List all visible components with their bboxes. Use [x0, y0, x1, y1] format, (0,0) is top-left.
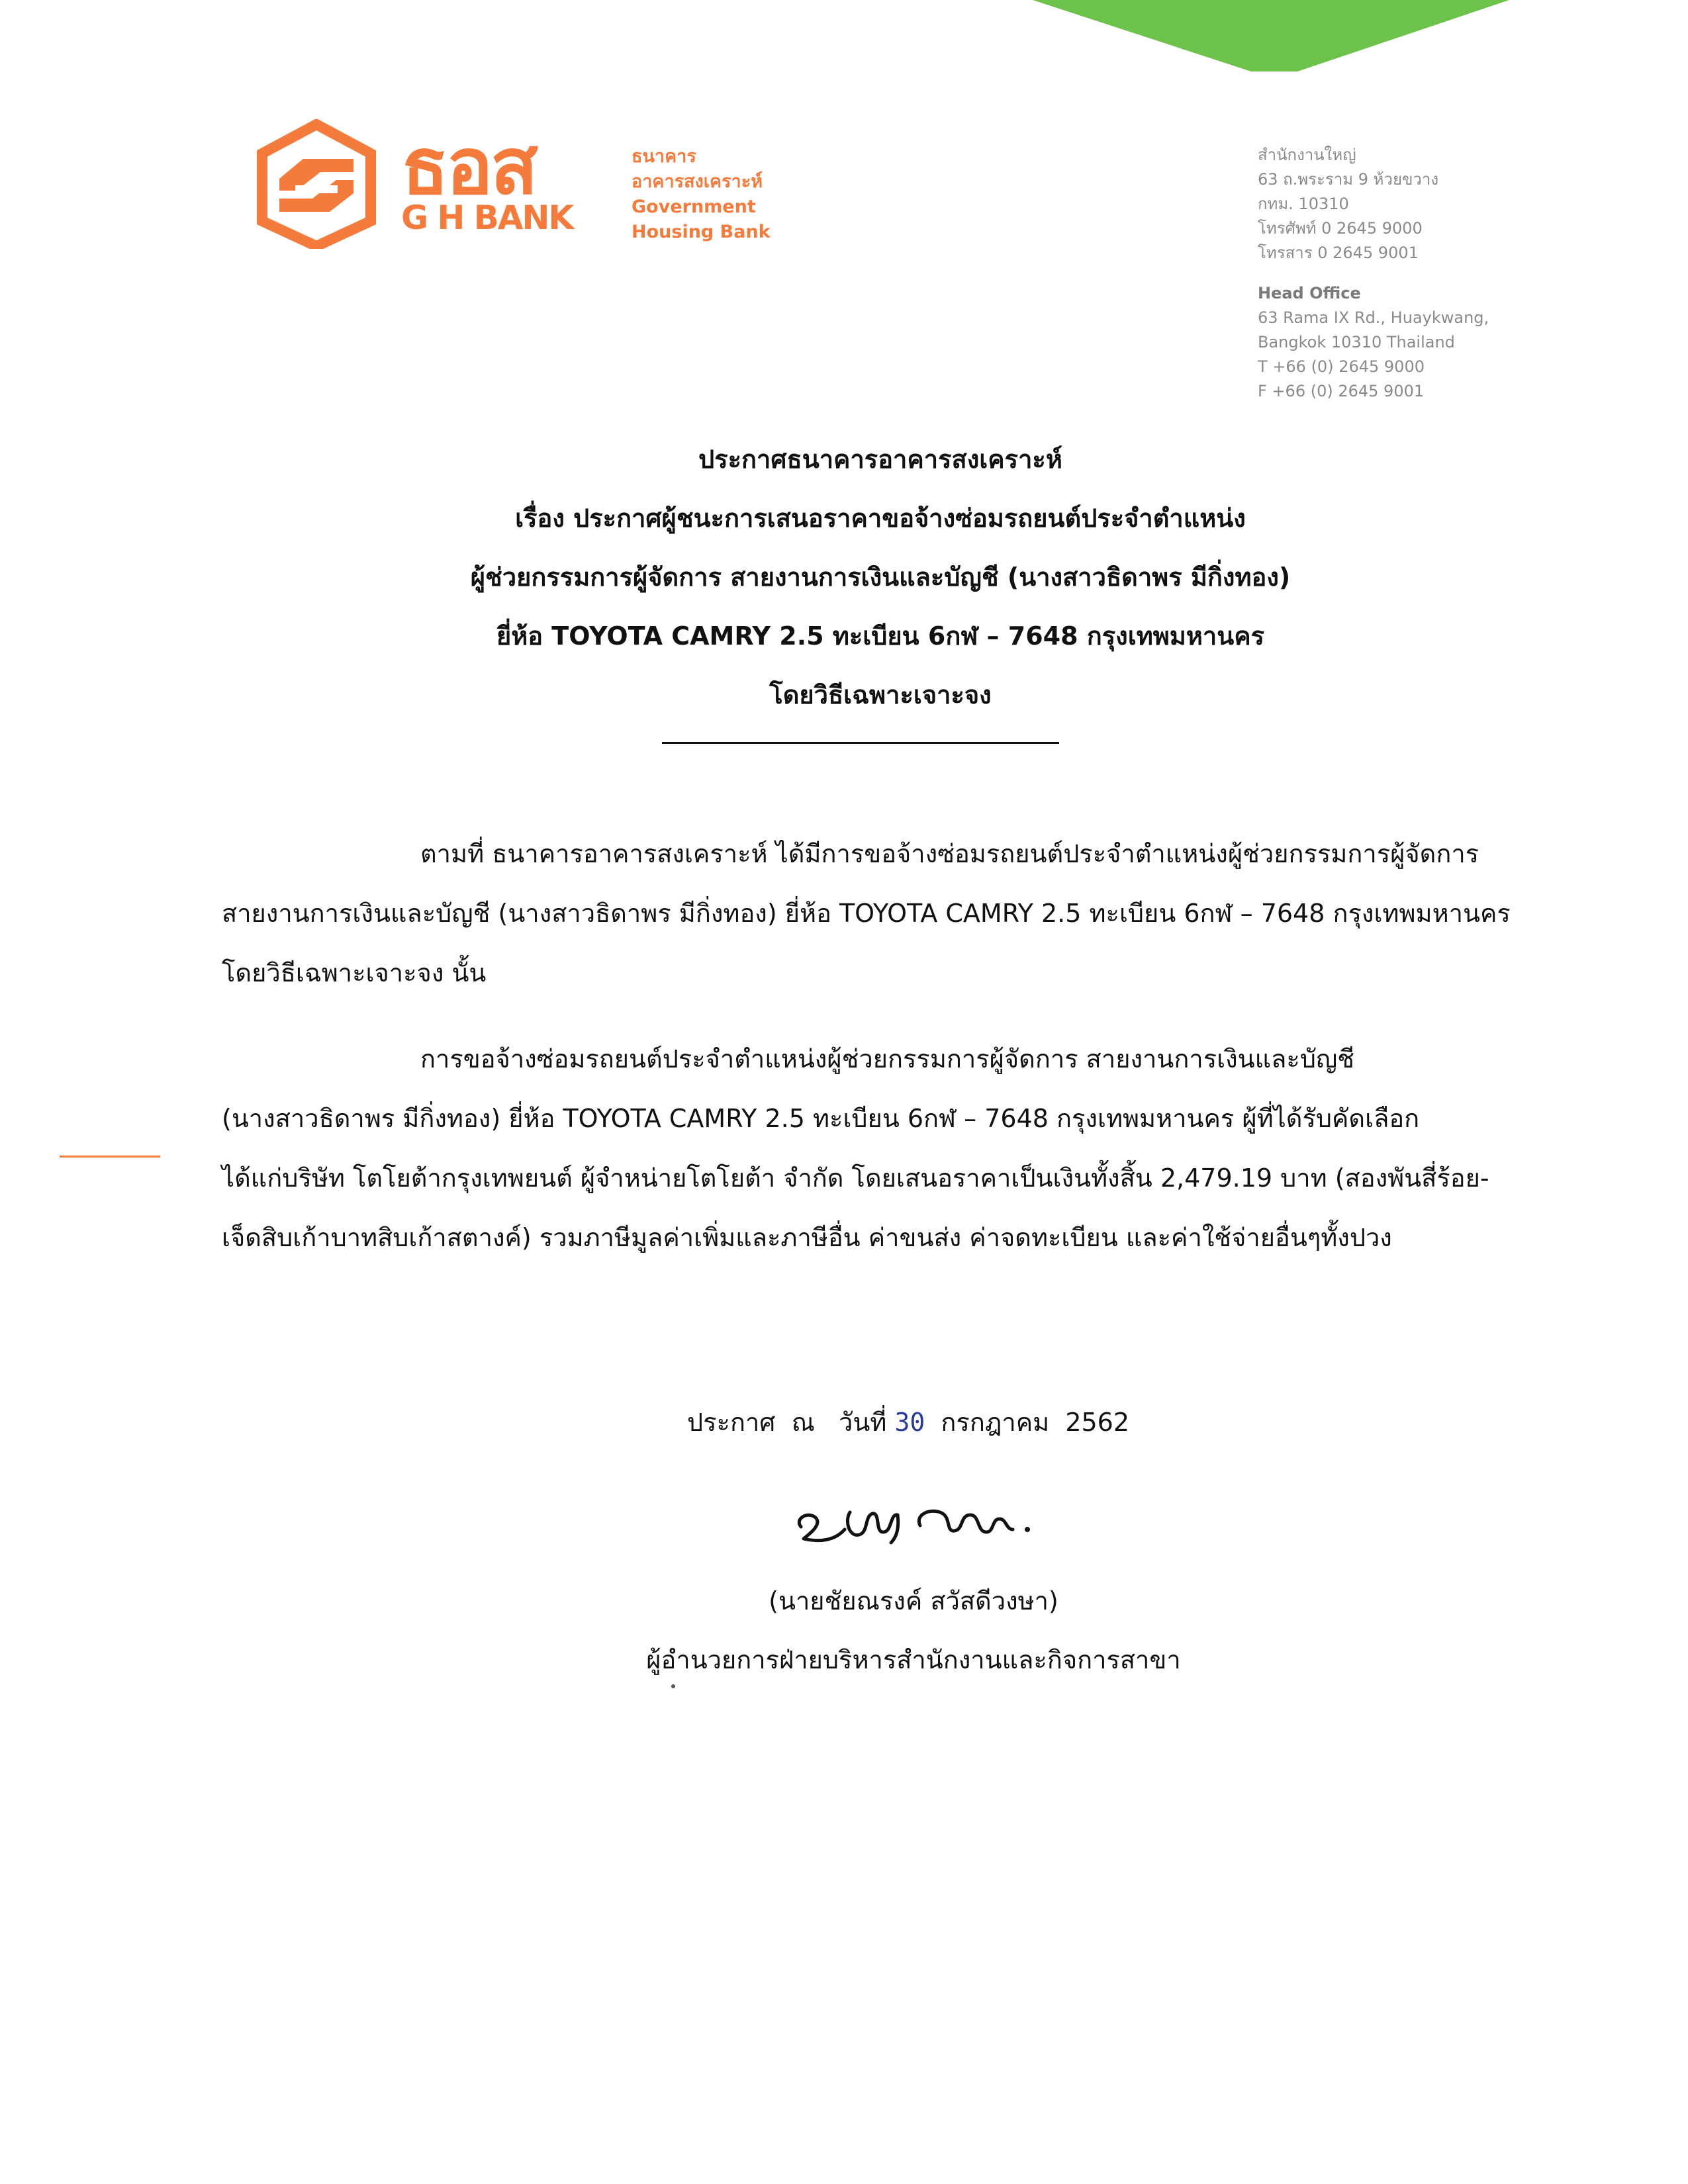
bank-name-line: Housing Bank: [632, 222, 771, 242]
title-underline: [662, 742, 1059, 744]
title-line: เรื่อง ประกาศผู้ชนะการเสนอราคาขอจ้างซ่อมรถยนต์ประจำตำแหน่ง: [515, 504, 1246, 533]
address-line: โทรศัพท์ 0 2645 9000: [1258, 219, 1423, 238]
logo-thai-text: ธอส: [401, 120, 536, 212]
address-line: F +66 (0) 2645 9001: [1258, 382, 1425, 400]
paragraph-line: เจ็ดสิบเก้าบาทสิบเก้าสตางค์) รวมภาษีมูลค่าเพิ่มและภาษีอื่น ค่าขนส่ง ค่าจดทะเบียน และค่าใช้จ่ายอื่นๆทั้งปวง: [222, 1223, 1392, 1252]
signer-name: (นายชัยณรงค์ สวัสดีวงษา): [769, 1586, 1058, 1615]
address-spacer: [1258, 265, 1489, 281]
logo-latin-text: G H BANK: [401, 199, 573, 237]
title-line: ผู้ช่วยกรรมการผู้จัดการ สายงานการเงินและบัญชี (นางสาวธิดาพร มีกิ่งทอง): [470, 563, 1291, 592]
bank-name-line: อาคารสงเคราะห์: [632, 171, 763, 192]
scan-speck: [671, 1684, 675, 1688]
paragraph-line: ได้แก่บริษัท โตโยต้ากรุงเทพยนต์ ผู้จำหน่ายโตโยต้า จำกัด โดยเสนอราคาเป็นเงินทั้งสิ้น 2,479.19 บาท (สองพันสี่ร้อย-: [222, 1163, 1489, 1193]
title-line: โดยวิธีเฉพาะเจาะจง: [769, 680, 992, 709]
top-green-band: [1033, 0, 1509, 71]
title-line: ยี่ห้อ TOYOTA CAMRY 2.5 ทะเบียน 6กฬ – 7648 กรุงเทพมหานคร: [496, 621, 1265, 651]
paragraph-2: [222, 1029, 1612, 1267]
title-line: ประกาศธนาคารอาคารสงเคราะห์: [698, 445, 1062, 474]
date-prefix: ประกาศ ณ วันที่: [687, 1408, 895, 1437]
signer-title: ผู้อำนวยการฝ่ายบริหารสำนักงานและกิจการสาขา: [646, 1645, 1181, 1674]
bank-name-line: Government: [632, 197, 756, 217]
address-line: 63 ถ.พระราม 9 ห้วยขวาง: [1258, 170, 1439, 189]
bank-name-block: [632, 144, 771, 245]
date-day: 30: [894, 1408, 925, 1437]
address-line: สำนักงานใหญ่: [1258, 146, 1356, 164]
announcement-date: [687, 1402, 1129, 1442]
paragraph-line: สายงานการเงินและบัญชี (นางสาวธิดาพร มีกิ่งทอง) ยี่ห้อ TOYOTA CAMRY 2.5 ทะเบียน 6กฬ – 7648 กรุงเทพมหานคร: [222, 899, 1511, 928]
paragraph-line: โดยวิธีเฉพาะเจาะจง นั้น: [222, 958, 487, 987]
fold-mark: [60, 1156, 160, 1158]
address-line: 63 Rama IX Rd., Huaykwang,: [1258, 308, 1489, 327]
date-suffix: กรกฎาคม 2562: [925, 1408, 1130, 1437]
address-line: โทรสาร 0 2645 9001: [1258, 244, 1419, 262]
ghbank-logo-icon: [257, 119, 376, 249]
bank-name-line: ธนาคาร: [632, 146, 696, 167]
announcement-title: [199, 430, 1562, 725]
handwritten-signature: [781, 1486, 1059, 1559]
address-line: Bangkok 10310 Thailand: [1258, 333, 1455, 351]
head-office-address: [1258, 143, 1489, 404]
paragraph-line: (นางสาวธิดาพร มีกิ่งทอง) ยี่ห้อ TOYOTA CAMRY 2.5 ทะเบียน 6กฬ – 7648 กรุงเทพมหานคร ผู้ที่ได้รับคัดเลือก: [222, 1104, 1420, 1133]
address-line: กทม. 10310: [1258, 195, 1349, 213]
paragraph-1: [222, 824, 1612, 1003]
address-line: T +66 (0) 2645 9000: [1258, 357, 1425, 376]
logo-wordmark: [401, 120, 573, 237]
paragraph-line: ตามที่ ธนาคารอาคารสงเคราะห์ ได้มีการขอจ้างซ่อมรถยนต์ประจำตำแหน่งผู้ช่วยกรรมการผู้จัดการ: [420, 839, 1479, 868]
address-heading: Head Office: [1258, 284, 1361, 302]
paragraph-line: การขอจ้างซ่อมรถยนต์ประจำตำแหน่งผู้ช่วยกรรมการผู้จัดการ สายงานการเงินและบัญชี: [420, 1044, 1355, 1073]
